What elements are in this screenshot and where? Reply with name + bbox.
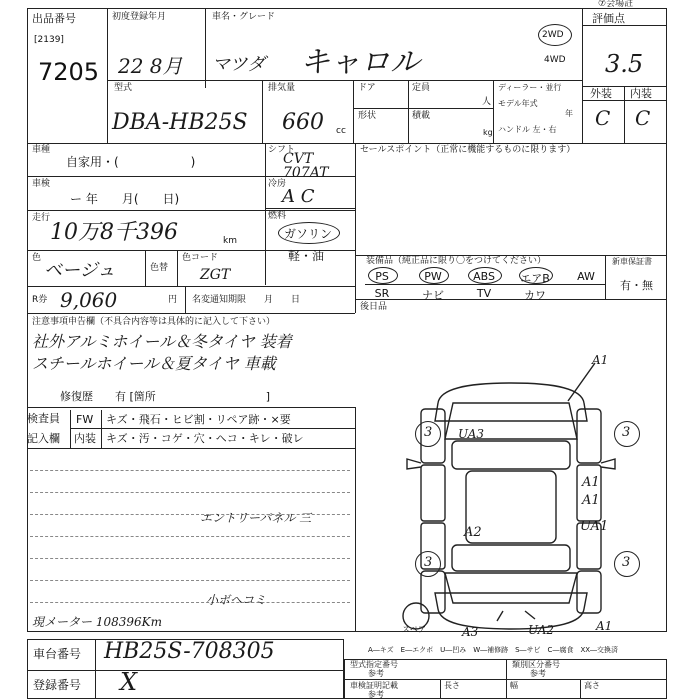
warranty-value: 有・無 <box>620 279 653 292</box>
divider <box>353 80 354 143</box>
grade-label: 評価点 <box>592 12 625 25</box>
recycle-label: R券 <box>32 295 48 305</box>
door-label: ドア <box>358 83 376 93</box>
damage-mark: A1 <box>582 493 600 508</box>
frame-number: HB25S-708305 <box>104 639 275 664</box>
shape-label: 形状 <box>358 111 377 121</box>
maker-name: マツダ <box>212 54 266 75</box>
divider <box>27 407 355 408</box>
divider <box>107 8 108 143</box>
windshield <box>452 441 570 469</box>
damage-mark: UA2 <box>528 623 555 637</box>
divider <box>101 410 102 448</box>
car-name-label: 車名・グレード <box>212 12 276 22</box>
first-registration-value: 22 8月 <box>118 54 183 78</box>
circle-ps <box>368 267 398 284</box>
designation-ref: 参考 <box>368 669 384 678</box>
height-label: 高さ <box>584 681 600 690</box>
handle-label: ハンドル 左・右 <box>498 125 557 134</box>
circle-airbag <box>519 267 553 284</box>
body-bottom <box>435 593 587 629</box>
capacity-unit: 人 <box>482 97 492 107</box>
displacement-value: 660 <box>282 110 324 135</box>
divider <box>582 100 667 101</box>
ruled-line <box>30 558 350 559</box>
divider <box>580 679 581 699</box>
note-entry-panel: エントリーパネル 三 <box>200 511 312 525</box>
circle-pw <box>419 267 449 284</box>
car-diagram <box>355 313 667 632</box>
fw-items: キズ・飛石・ヒビ割・リペア跡・×要 <box>106 413 291 426</box>
width-label: 幅 <box>510 681 518 690</box>
lot-number-label: 出品番号 <box>32 12 76 25</box>
divider <box>440 679 441 699</box>
name-change-deadline: 名変通知期限 月 日 <box>192 295 301 305</box>
exterior-grade: C <box>595 106 611 130</box>
drive-4wd: 4WD <box>544 55 566 65</box>
tire-front-left-mark: 3 <box>424 425 433 440</box>
mileage-value: 10万8千396 <box>50 220 178 245</box>
load-label: 積載 <box>412 111 431 121</box>
divider <box>70 428 355 429</box>
divider <box>582 8 583 143</box>
damage-mark: A2 <box>464 525 482 540</box>
grade-value: 3.5 <box>605 50 644 78</box>
fuel-alt: 軽・油 <box>288 249 325 263</box>
equip-pw: PW <box>424 270 442 283</box>
divider <box>582 25 667 26</box>
circle-abs <box>468 267 502 284</box>
registration-value: X <box>120 668 138 696</box>
capacity-label: 定員 <box>412 83 431 93</box>
divider <box>262 80 263 143</box>
frame-number-label: 車台番号 <box>33 647 82 661</box>
equipment-label: 装備品（純正品に限り〇をつけてください） <box>366 256 547 266</box>
color-value: ベージュ <box>44 260 116 281</box>
equip-navi: ナビ <box>422 289 444 302</box>
first-registration-label: 初度登録年月 <box>112 12 167 22</box>
left-mirror <box>407 459 421 469</box>
divider <box>185 286 186 313</box>
divider <box>95 639 96 699</box>
ac-value: A C <box>282 186 315 207</box>
divider <box>265 143 266 285</box>
inspector-label: 検査員 <box>27 412 60 425</box>
divider <box>493 80 494 143</box>
divider <box>353 108 493 109</box>
divider <box>27 313 355 314</box>
equip-airbag: エアB <box>520 272 550 285</box>
registration-label: 登録番号 <box>33 678 82 692</box>
length-label: 長さ <box>444 681 460 690</box>
damage-legend: A―キズ E―エクボ U―凹み W―補修跡 S―サビ C―腐食 XX―交換済 <box>368 646 619 654</box>
dealer-label: ディーラー・並行 <box>498 83 562 92</box>
warranty-label: 新車保証書 <box>612 257 652 266</box>
type-value: DBA-HB25S <box>112 110 248 135</box>
drive-2wd: 2WD <box>542 30 564 40</box>
tire-front-right-mark: 3 <box>622 425 631 440</box>
divider <box>408 80 409 143</box>
color-change-label: 色替 <box>150 263 169 273</box>
shift-label: シフト <box>268 145 296 155</box>
ac-label: 冷房 <box>268 179 287 189</box>
inspection-label: 車検 <box>32 179 51 189</box>
lot-sub-number: [2139] <box>34 35 64 45</box>
lot-number: 7205 <box>38 58 100 86</box>
notes-label: 注意事項申告欄（不具合内容等は具体的に記入して下さい） <box>32 317 276 327</box>
divider <box>27 210 355 211</box>
fw-label: FW <box>76 413 94 426</box>
ruled-line <box>30 470 350 471</box>
cert-ref: 参考 <box>368 690 384 699</box>
damage-mark: A1 <box>592 353 609 367</box>
equip-leather: カワ <box>524 289 546 302</box>
divider <box>27 143 667 144</box>
divider <box>506 659 507 679</box>
ruled-line <box>30 536 350 537</box>
exterior-label: 外装 <box>590 87 612 100</box>
tire-rear-left-mark: 3 <box>424 555 433 570</box>
divider <box>107 80 582 81</box>
car-kind-label: 車種 <box>32 145 51 155</box>
body-top <box>435 383 587 421</box>
divider <box>70 410 71 448</box>
color-code-value: ZGT <box>200 267 231 283</box>
ruled-line <box>30 492 350 493</box>
divider <box>355 143 356 313</box>
ruled-line <box>30 602 350 603</box>
sales-point-label: セールスポイント（正常に機能するものに限ります） <box>360 145 576 155</box>
fuel-circle <box>278 222 340 244</box>
equip-tv: TV <box>476 287 492 300</box>
after-fit-label: 後日品 <box>360 302 388 312</box>
notes-line-2: スチールホイール＆夏タイヤ 車載 <box>32 354 276 373</box>
mileage-label: 走行 <box>32 213 51 223</box>
color-label: 色 <box>32 253 42 263</box>
divider <box>624 86 625 143</box>
mileage-unit: km <box>223 236 237 246</box>
type-label: 型式 <box>114 83 133 93</box>
damage-mark: A1 <box>596 619 613 633</box>
displacement-label: 排気量 <box>268 83 296 93</box>
interior-label: 内装 <box>630 87 652 100</box>
fuel-label: 燃料 <box>268 211 287 221</box>
divider <box>506 679 507 699</box>
damage-mark: UA3 <box>458 427 485 441</box>
rear-window <box>452 545 570 571</box>
cert-label: 車検証明記載 <box>350 681 398 690</box>
left-front-door <box>421 465 445 521</box>
repair-history: 修復歴 有 [箇所 ] <box>60 390 271 403</box>
divider <box>205 8 206 88</box>
venue-note: ⑦会場註 <box>598 0 634 9</box>
car-kind-value: 自家用・( ) <box>66 155 196 169</box>
right-front-fender <box>577 409 601 463</box>
recycle-value: 9,060 <box>60 288 118 312</box>
notes-line-1: 社外アルミホイール＆冬タイヤ 装着 <box>32 332 292 351</box>
divider <box>365 284 605 285</box>
shift-value: CVT 707AT <box>283 151 329 181</box>
load-unit: kg <box>483 128 493 137</box>
model-year-label: モデル年式 <box>498 99 538 108</box>
interior-grade: C <box>635 106 651 130</box>
divider <box>177 250 178 286</box>
damage-mark: A3 <box>462 625 479 639</box>
displacement-unit: cc <box>336 126 346 136</box>
divider <box>27 286 355 287</box>
color-code-label: 色コード <box>182 253 219 263</box>
equip-aw: AW <box>577 270 595 283</box>
divider <box>265 208 355 209</box>
divider <box>27 670 344 671</box>
interior-box-label: 内装 <box>74 432 96 445</box>
divider <box>27 448 355 449</box>
damage-mark: UA1 <box>580 519 609 534</box>
ruled-line <box>30 580 350 581</box>
class-ref: 参考 <box>530 669 546 678</box>
trunk <box>445 573 577 603</box>
right-mirror <box>601 459 615 469</box>
spare-label: スペア <box>402 625 426 634</box>
class-label: 類別区分番号 <box>512 660 560 669</box>
divider <box>145 250 146 286</box>
note-small-dent: 小ボヘコミ <box>206 593 267 607</box>
record-label: 記入欄 <box>27 432 60 445</box>
equip-abs: ABS <box>473 270 495 283</box>
right-rear-fender <box>577 571 601 613</box>
recycle-unit: 円 <box>168 295 178 305</box>
designation-label: 型式指定番号 <box>350 660 398 669</box>
damage-mark: A1 <box>582 475 600 490</box>
fuel-value: ガソリン <box>284 227 333 241</box>
year-unit: 年 <box>565 109 573 118</box>
interior-items: キズ・汚・コゲ・穴・ヘコ・キレ・破レ <box>106 432 304 445</box>
tire-rear-right-mark: 3 <box>622 555 631 570</box>
equip-sr: SR <box>374 287 390 300</box>
car-name: キャロル <box>300 45 420 80</box>
note-meter: 現メーター 108396Km <box>32 615 162 629</box>
equip-ps: PS <box>375 270 389 283</box>
inspection-value: ー 年 月( 日) <box>70 192 180 206</box>
